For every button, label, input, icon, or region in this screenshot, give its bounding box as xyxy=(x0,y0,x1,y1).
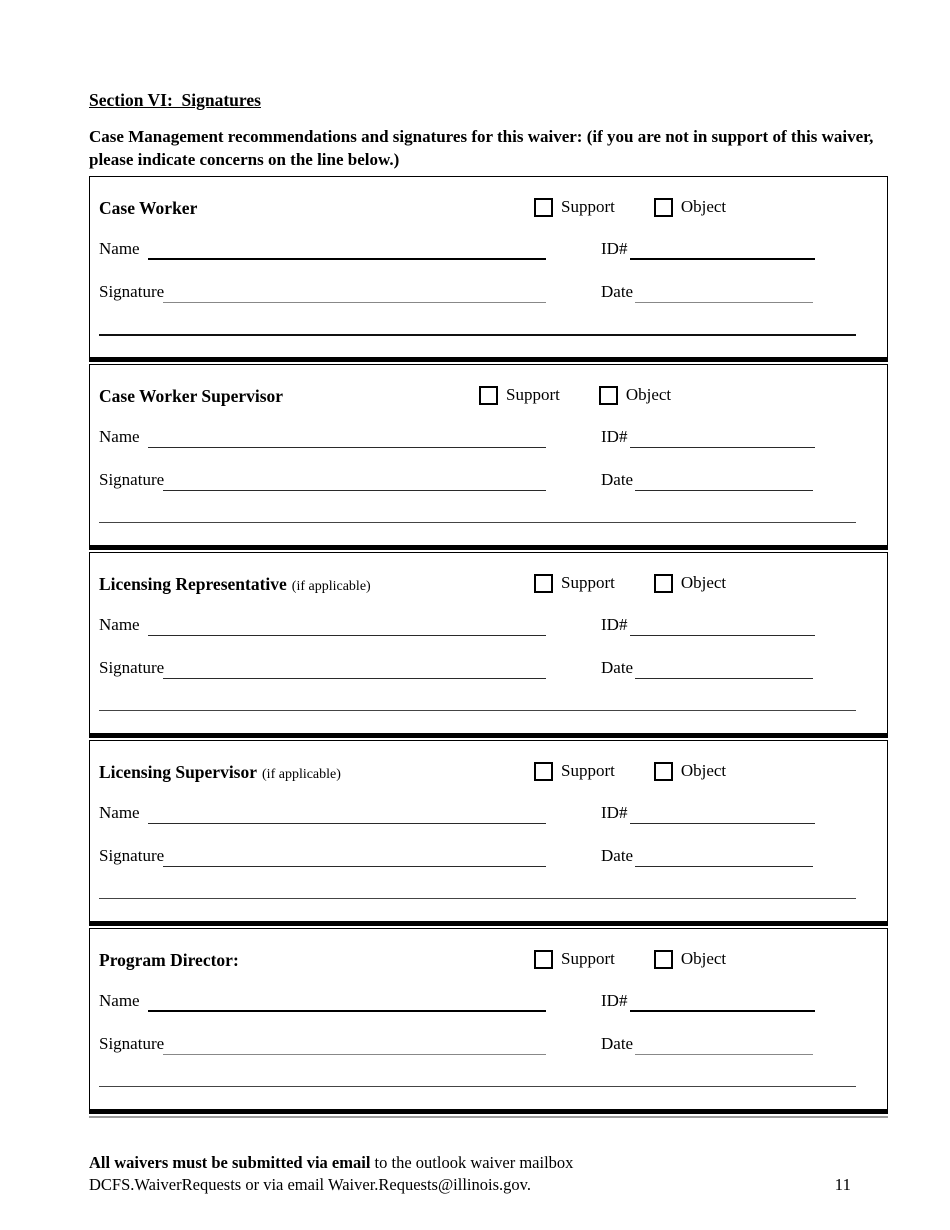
block-title-row xyxy=(99,761,341,786)
block-title: Program Director: xyxy=(99,950,239,970)
page-content xyxy=(89,90,888,1196)
support-label: Support xyxy=(561,197,615,216)
object-checkbox[interactable] xyxy=(654,198,673,217)
recommendation-checkboxes xyxy=(534,760,726,782)
support-checkbox[interactable] xyxy=(534,198,553,217)
signature-date-row xyxy=(99,657,878,679)
object-checkbox[interactable] xyxy=(599,386,618,405)
id-label: ID# xyxy=(601,427,628,446)
support-label: Support xyxy=(561,761,615,780)
recommendation-checkboxes xyxy=(534,196,726,218)
footer-note xyxy=(89,1152,851,1196)
object-checkbox[interactable] xyxy=(654,762,673,781)
support-checkbox[interactable] xyxy=(534,574,553,593)
id-label: ID# xyxy=(601,239,628,258)
name-label: Name xyxy=(99,239,140,258)
footer-regular-text: to the outlook waiver mailbox xyxy=(370,1153,574,1172)
concerns-field[interactable] xyxy=(99,898,856,899)
recommendation-checkboxes xyxy=(534,948,726,970)
signature-date-row xyxy=(99,845,878,867)
block-title-qualifier: (if applicable) xyxy=(291,579,371,594)
footer-bold-text: All waivers must be submitted via email xyxy=(89,1153,371,1172)
id-label: ID# xyxy=(601,615,628,634)
intro-instructions: Case Management recommendations and signatures for this waiver: (if you are not in support of this waiver, please indicate concerns on the line below.) xyxy=(89,127,874,169)
recommendation-checkboxes xyxy=(479,384,671,406)
signature-field[interactable] xyxy=(163,866,546,867)
name-field[interactable] xyxy=(148,1010,546,1012)
signature-block-licensing-supervisor xyxy=(89,740,888,926)
signature-date-row xyxy=(99,1033,878,1055)
support-checkbox[interactable] xyxy=(479,386,498,405)
object-label: Object xyxy=(680,761,727,780)
footer-line-2 xyxy=(89,1174,851,1196)
date-field[interactable] xyxy=(635,1054,813,1055)
name-field[interactable] xyxy=(148,823,546,824)
block-title-row xyxy=(99,385,288,410)
id-field[interactable] xyxy=(630,1010,815,1012)
block-title-row xyxy=(99,197,202,222)
table-bottom-edge xyxy=(89,1116,888,1118)
signature-field[interactable] xyxy=(163,302,546,303)
concerns-field[interactable] xyxy=(99,1086,856,1087)
section-title: Section VI: Signatures xyxy=(89,90,261,110)
id-field[interactable] xyxy=(630,258,815,260)
name-label: Name xyxy=(99,803,140,822)
name-id-row xyxy=(99,238,878,260)
signature-block-case-worker xyxy=(89,176,888,362)
date-label: Date xyxy=(601,1034,634,1053)
signature-label: Signature xyxy=(99,658,165,677)
date-field[interactable] xyxy=(635,302,813,303)
object-label: Object xyxy=(680,949,727,968)
id-field[interactable] xyxy=(630,635,815,636)
block-title: Case Worker xyxy=(99,198,198,218)
object-label: Object xyxy=(680,197,727,216)
signature-label: Signature xyxy=(99,470,165,489)
date-label: Date xyxy=(601,846,634,865)
date-label: Date xyxy=(601,282,634,301)
object-label: Object xyxy=(680,573,727,592)
footer-line-1 xyxy=(89,1152,851,1174)
name-field[interactable] xyxy=(148,447,546,448)
id-label: ID# xyxy=(601,991,628,1010)
name-field[interactable] xyxy=(148,258,546,260)
name-id-row xyxy=(99,802,878,824)
block-title-qualifier xyxy=(239,955,244,970)
block-title-row xyxy=(99,573,371,598)
support-checkbox[interactable] xyxy=(534,762,553,781)
name-field[interactable] xyxy=(148,635,546,636)
date-field[interactable] xyxy=(635,490,813,491)
object-checkbox[interactable] xyxy=(654,574,673,593)
signature-label: Signature xyxy=(99,1034,165,1053)
concerns-field[interactable] xyxy=(99,334,856,336)
concerns-field[interactable] xyxy=(99,522,856,523)
support-label: Support xyxy=(561,949,615,968)
name-label: Name xyxy=(99,427,140,446)
date-label: Date xyxy=(601,470,634,489)
signature-block-program-director xyxy=(89,928,888,1114)
signature-label: Signature xyxy=(99,282,165,301)
name-id-row xyxy=(99,614,878,636)
id-field[interactable] xyxy=(630,823,815,824)
signature-form-table xyxy=(89,176,888,1118)
block-title: Licensing Supervisor xyxy=(99,762,258,782)
signature-block-case-worker-supervisor xyxy=(89,364,888,550)
signature-date-row xyxy=(99,281,878,303)
recommendation-checkboxes xyxy=(534,572,726,594)
block-title-qualifier: (if applicable) xyxy=(262,767,341,782)
name-label: Name xyxy=(99,991,140,1010)
id-field[interactable] xyxy=(630,447,815,448)
signature-field[interactable] xyxy=(163,678,546,679)
concerns-field[interactable] xyxy=(99,710,856,711)
block-title: Licensing Representative xyxy=(99,574,287,594)
block-title-qualifier xyxy=(197,203,202,218)
signature-field[interactable] xyxy=(163,490,546,491)
object-checkbox[interactable] xyxy=(654,950,673,969)
block-title-qualifier xyxy=(283,391,288,406)
date-field[interactable] xyxy=(635,678,813,679)
support-label: Support xyxy=(506,385,560,404)
signature-date-row xyxy=(99,469,878,491)
page-number: 11 xyxy=(834,1175,851,1194)
support-checkbox[interactable] xyxy=(534,950,553,969)
id-label: ID# xyxy=(601,803,628,822)
name-label: Name xyxy=(99,615,140,634)
date-field[interactable] xyxy=(635,866,813,867)
date-label: Date xyxy=(601,658,634,677)
name-id-row xyxy=(99,426,878,448)
block-title: Case Worker Supervisor xyxy=(99,386,284,406)
signature-label: Signature xyxy=(99,846,165,865)
footer-email-text: DCFS.WaiverRequests or via email Waiver.Requests@illinois.gov. xyxy=(89,1175,531,1194)
object-label: Object xyxy=(625,385,672,404)
signature-block-licensing-representative xyxy=(89,552,888,738)
block-title-row xyxy=(99,949,244,974)
support-label: Support xyxy=(561,573,615,592)
signature-field[interactable] xyxy=(163,1054,546,1055)
name-id-row xyxy=(99,990,878,1012)
